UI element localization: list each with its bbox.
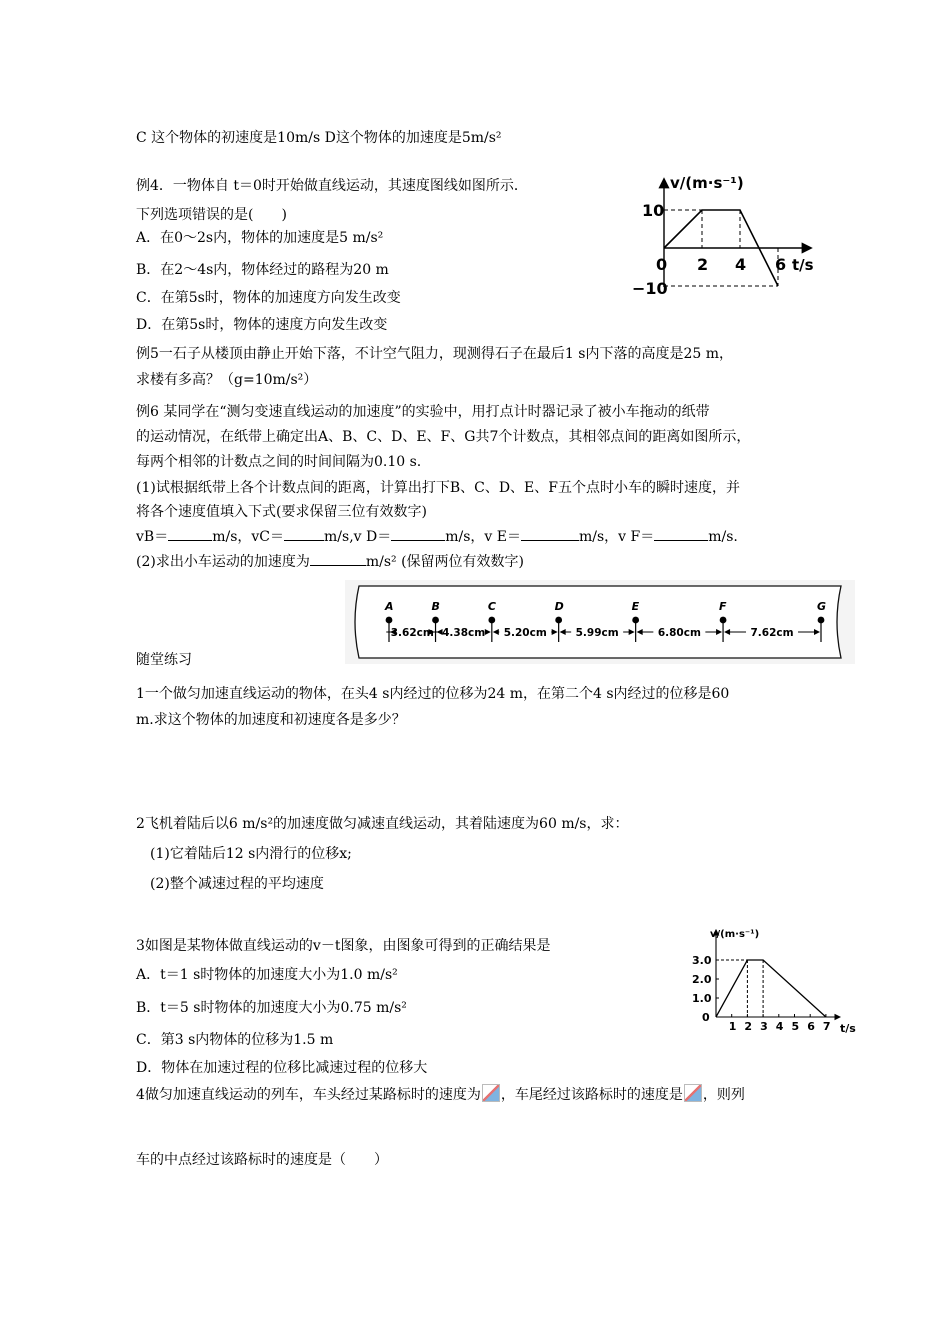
- example6-line5: 将各个速度值填入下式(要求保留三位有效数字): [136, 504, 427, 520]
- broken-image-icon: [482, 1084, 500, 1102]
- practice3-option-c: C．第3 s内物体的位移为1.5 m: [136, 1032, 334, 1048]
- example4-option-d: D．在第5s时，物体的速度方向发生改变: [136, 317, 388, 333]
- tape-label-G: G: [817, 600, 827, 613]
- chart2-xtick: 1: [728, 1020, 737, 1033]
- practice3-option-d: D．物体在加速过程的位移比减速过程的位移大: [136, 1060, 428, 1076]
- vf-blank[interactable]: [654, 526, 708, 541]
- chart1-xtick: 2: [697, 255, 709, 274]
- accel-blank[interactable]: [310, 551, 366, 566]
- ve-blank[interactable]: [521, 526, 579, 541]
- chart2-xtick: 2: [744, 1020, 753, 1033]
- vf-unit: m/s.: [708, 529, 738, 545]
- example4-intro: 例4．一物体自 t＝0时开始做直线运动，其速度图线如图所示．: [136, 178, 528, 194]
- accel-unit: m/s² (保留两位有效数字): [365, 554, 525, 570]
- tape-distance-label: 3.62cm: [390, 627, 434, 639]
- practice3-vt-graph: [690, 924, 860, 1034]
- vc-label: m/s，vC＝: [212, 529, 285, 545]
- tape-label-B: B: [431, 600, 440, 613]
- chart1-xlabel: t/s: [792, 256, 814, 274]
- chart2-series-line: [716, 960, 826, 1017]
- vd-blank[interactable]: [391, 526, 445, 541]
- practice4-text-c: ，则列: [702, 1087, 745, 1103]
- practice-heading: 随堂练习: [136, 652, 192, 668]
- vf-label: m/s，v F＝: [579, 529, 655, 545]
- chart2-xtick: 4: [775, 1020, 784, 1033]
- tape-label-D: D: [554, 600, 564, 613]
- practice2-sub1: (1)它着陆后12 s内滑行的位移x;: [150, 846, 352, 862]
- chart1-ytick: 10: [642, 201, 665, 220]
- paper-tape-figure: [345, 580, 855, 664]
- practice1-line1: 1一个做匀加速直线运动的物体，在头4 s内经过的位移为24 m，在第二个4 s内经过的位移是60: [136, 686, 730, 702]
- practice3-option-a: A．t＝1 s时物体的加速度大小为1.0 m/s²: [136, 967, 398, 983]
- tape-label-A: A: [385, 600, 394, 613]
- tape-distance-label: 4.38cm: [442, 627, 486, 639]
- practice3-option-b: B．t＝5 s时物体的加速度大小为0.75 m/s²: [136, 1000, 407, 1016]
- example6-line4: (1)试根据纸带上各个计数点间的距离，计算出打下B、C、D、E、F五个点时小车的瞬时速度，并: [136, 480, 740, 496]
- example4-question: 下列选项错误的是( ): [136, 207, 287, 223]
- chart1-xtick: 4: [735, 255, 747, 274]
- example6-line1: 例6 某同学在“测匀变速直线运动的加速度”的实验中，用打点计时器记录了被小车拖动的纸带: [136, 404, 710, 420]
- example6-line3: 每两个相邻的计数点之间的时间间隔为0.10 s.: [136, 454, 422, 470]
- tape-distance-label: 5.20cm: [503, 627, 547, 639]
- example4-option-b: B．在2～4s内，物体经过的路程为20 m: [136, 262, 389, 278]
- vb-blank[interactable]: [168, 526, 212, 541]
- chart1-ytick: −10: [632, 279, 668, 298]
- practice1-line2: m.求这个物体的加速度和初速度各是多少？: [136, 712, 406, 728]
- chart2-ytick: 0: [702, 1011, 710, 1024]
- chart1-xtick: 6: [775, 255, 787, 274]
- chart1-xtick: 0: [656, 255, 668, 274]
- ve-label: m/s，v E＝: [445, 529, 521, 545]
- tape-distance-label: 7.62cm: [750, 627, 794, 639]
- accel-label: (2)求出小车运动的加速度为: [136, 554, 310, 570]
- tape-label-C: C: [487, 600, 496, 613]
- chart2-ytick: 1.0: [692, 992, 712, 1005]
- example6-line2: 的运动情况，在纸带上确定出A、B、C、D、E、F、G共7个计数点，其相邻点间的距离如图所示，: [136, 429, 751, 445]
- vb-label: vB＝: [136, 529, 169, 545]
- example4-option-a: A．在0～2s内，物体的加速度是5 m/s²: [136, 230, 384, 246]
- vd-label: m/s,v D＝: [324, 529, 392, 545]
- practice4-line1: [136, 1084, 745, 1105]
- chart2-ytick: 2.0: [692, 973, 712, 986]
- example5-line1: 例5一石子从楼顶由静止开始下落，不计空气阻力，现测得石子在最后1 s内下落的高度是25 m，: [136, 346, 733, 362]
- chart2-xtick: 7: [822, 1020, 831, 1033]
- practice3-intro: 3如图是某物体做直线运动的v－t图象，由图象可得到的正确结果是: [136, 938, 551, 954]
- tape-distance-label: 5.99cm: [575, 627, 619, 639]
- practice4-line2: 车的中点经过该路标时的速度是（ ）: [136, 1152, 388, 1168]
- practice4-text-a: 4做匀加速直线运动的列车，车头经过某路标时的速度为: [136, 1087, 481, 1103]
- example4-option-c: C．在第5s时，物体的加速度方向发生改变: [136, 290, 401, 306]
- chart2-ytick: 3.0: [692, 954, 712, 967]
- tape-distance-label: 6.80cm: [657, 627, 701, 639]
- option-line-cd: C 这个物体的初速度是10m/s D这个物体的加速度是5m/s²: [136, 130, 502, 146]
- example5-line2: 求楼有多高？（g=10m/s²）: [136, 372, 318, 388]
- practice2-sub2: (2)整个减速过程的平均速度: [150, 876, 324, 892]
- chart2-xtick: 5: [791, 1020, 800, 1033]
- vc-blank[interactable]: [284, 526, 324, 541]
- tape-label-F: F: [719, 600, 727, 613]
- broken-image-icon: [684, 1084, 702, 1102]
- example4-vt-graph: [620, 172, 840, 300]
- example6-acceleration-line: [136, 551, 524, 572]
- chart2-ylabel: v/(m·s⁻¹): [710, 929, 760, 940]
- chart1-ylabel: v/(m·s⁻¹): [670, 174, 744, 192]
- chart2-xtick: 6: [807, 1020, 815, 1033]
- chart2-xlabel: t/s: [840, 1022, 856, 1034]
- example6-velocity-blanks: [136, 526, 738, 547]
- tape-label-E: E: [631, 600, 640, 613]
- chart2-xtick: 3: [760, 1020, 768, 1033]
- practice2-line1: 2飞机着陆后以6 m/s²的加速度做匀减速直线运动，其着陆速度为60 m/s，求：: [136, 816, 629, 832]
- practice4-text-b: ，车尾经过该路标时的速度是: [500, 1087, 683, 1103]
